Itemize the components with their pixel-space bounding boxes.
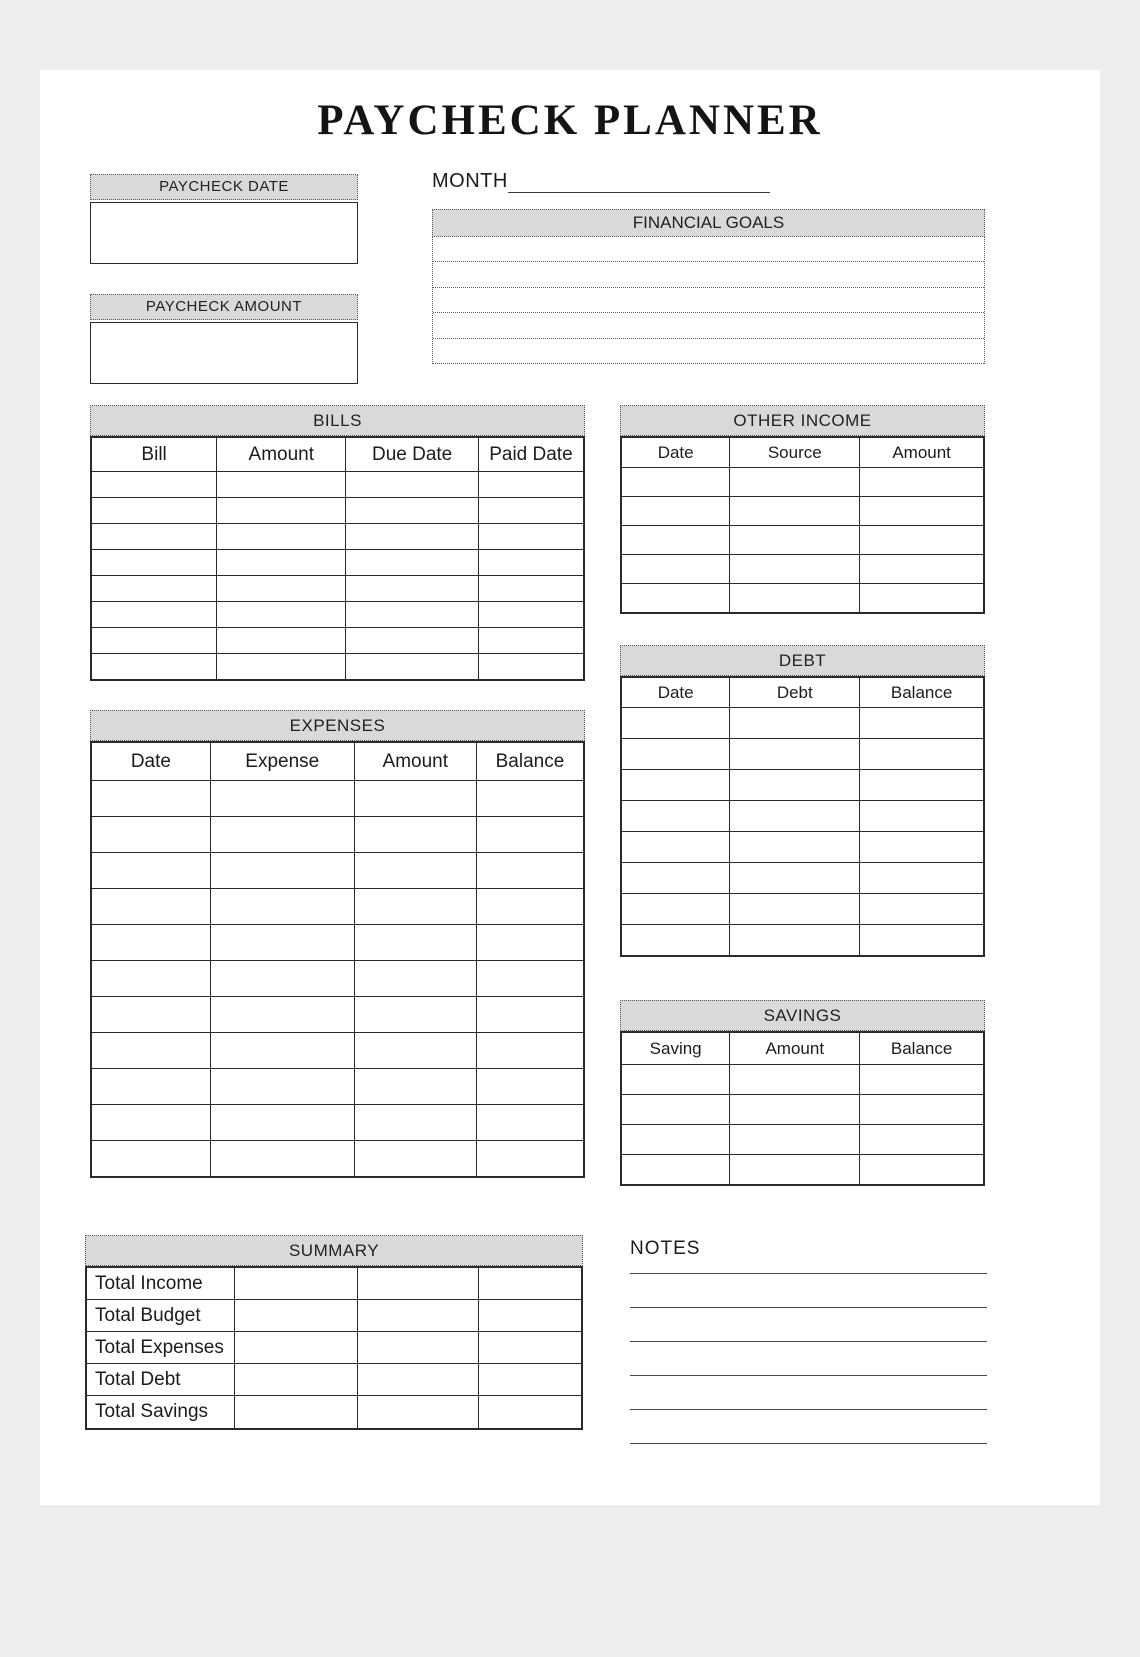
- summary-row-label: Total Savings: [87, 1396, 235, 1428]
- empty-table-row: [92, 654, 583, 679]
- empty-cell: [211, 817, 355, 852]
- empty-cell: [860, 739, 983, 769]
- empty-table-row: [622, 1155, 983, 1184]
- empty-cell: [860, 584, 983, 612]
- empty-cell: [211, 961, 355, 996]
- empty-cell: [479, 602, 583, 627]
- empty-cell: [622, 584, 730, 612]
- empty-cell: [92, 1033, 211, 1068]
- empty-table-row: [622, 468, 983, 497]
- paycheck-amount-field: [90, 322, 358, 384]
- empty-cell: [358, 1300, 480, 1331]
- column-header-balance: Balance: [495, 751, 565, 772]
- empty-cell: [730, 584, 860, 612]
- page-title: PAYCHECK PLANNER: [317, 97, 823, 144]
- empty-table-row: [622, 801, 983, 832]
- empty-table-row: [622, 497, 983, 526]
- expenses-rows: [92, 781, 583, 1176]
- empty-cell: [92, 997, 211, 1032]
- empty-table-row: [92, 853, 583, 889]
- goal-line: [433, 288, 984, 313]
- bills-header: BILLS: [90, 405, 585, 436]
- paycheck-date-section: [90, 174, 358, 264]
- empty-cell: [477, 853, 583, 888]
- empty-table-row: [92, 576, 583, 602]
- empty-table-row: [622, 863, 983, 894]
- empty-cell: [730, 1125, 860, 1154]
- savings-grid: [620, 1031, 985, 1186]
- empty-cell: [479, 1332, 581, 1363]
- empty-cell: [730, 894, 860, 924]
- empty-cell: [860, 1065, 983, 1094]
- empty-table-row: [92, 498, 583, 524]
- other-income-table: [620, 405, 985, 614]
- other-income-grid: [620, 436, 985, 614]
- empty-cell: [355, 1069, 477, 1104]
- column-header-amount: Amount: [892, 443, 951, 462]
- empty-table-row: [622, 1095, 983, 1125]
- empty-table-row: [92, 781, 583, 817]
- empty-cell: [860, 801, 983, 831]
- note-line: [630, 1274, 987, 1308]
- goal-line: [433, 262, 984, 287]
- empty-cell: [355, 781, 477, 816]
- empty-cell: [730, 1155, 860, 1184]
- expenses-column-headers: [92, 743, 583, 781]
- empty-cell: [217, 628, 346, 653]
- note-line: [630, 1342, 987, 1376]
- empty-table-row: [622, 584, 983, 612]
- empty-cell: [622, 526, 730, 554]
- empty-cell: [217, 550, 346, 575]
- empty-cell: [860, 526, 983, 554]
- summary-row: [87, 1364, 581, 1396]
- empty-cell: [730, 863, 860, 893]
- empty-cell: [92, 550, 217, 575]
- empty-cell: [479, 1300, 581, 1331]
- empty-cell: [477, 817, 583, 852]
- empty-cell: [355, 997, 477, 1032]
- empty-cell: [860, 863, 983, 893]
- expenses-table: [90, 710, 585, 1178]
- summary-row: [87, 1332, 581, 1364]
- empty-cell: [860, 894, 983, 924]
- empty-cell: [622, 1095, 730, 1124]
- empty-cell: [346, 628, 479, 653]
- financial-goals-section: [432, 209, 985, 364]
- empty-table-row: [622, 555, 983, 584]
- empty-cell: [477, 1069, 583, 1104]
- empty-cell: [860, 832, 983, 862]
- empty-cell: [211, 853, 355, 888]
- empty-cell: [346, 550, 479, 575]
- month-label: MONTH: [432, 170, 508, 192]
- month-field: [432, 170, 770, 193]
- column-header-expense: Expense: [211, 743, 355, 780]
- other-income-header: OTHER INCOME: [620, 405, 985, 436]
- empty-table-row: [92, 602, 583, 628]
- bills-column-headers: [92, 438, 583, 472]
- empty-cell: [355, 889, 477, 924]
- empty-cell: [235, 1332, 358, 1363]
- month-underline: [508, 171, 770, 193]
- savings-column-headers: [622, 1033, 983, 1065]
- empty-cell: [346, 472, 479, 497]
- empty-cell: [211, 889, 355, 924]
- empty-cell: [477, 781, 583, 816]
- empty-cell: [730, 739, 860, 769]
- empty-cell: [217, 654, 346, 679]
- empty-cell: [860, 770, 983, 800]
- empty-cell: [92, 524, 217, 549]
- empty-cell: [622, 555, 730, 583]
- empty-cell: [92, 1141, 211, 1176]
- empty-cell: [730, 925, 860, 955]
- empty-cell: [92, 781, 211, 816]
- empty-cell: [479, 1364, 581, 1395]
- empty-cell: [92, 654, 217, 679]
- empty-table-row: [92, 1069, 583, 1105]
- empty-cell: [730, 801, 860, 831]
- empty-cell: [217, 576, 346, 601]
- summary-row: [87, 1396, 581, 1428]
- paycheck-amount-header: PAYCHECK AMOUNT: [90, 294, 358, 320]
- empty-cell: [622, 468, 730, 496]
- notes-section: [630, 1238, 987, 1444]
- empty-cell: [477, 1141, 583, 1176]
- empty-cell: [92, 602, 217, 627]
- empty-table-row: [622, 1065, 983, 1095]
- empty-cell: [355, 961, 477, 996]
- empty-cell: [479, 1396, 581, 1428]
- empty-cell: [358, 1396, 480, 1428]
- empty-table-row: [622, 1125, 983, 1155]
- empty-cell: [479, 498, 583, 523]
- empty-cell: [477, 1033, 583, 1068]
- column-header-amount: Amount: [217, 438, 346, 471]
- column-header-source: Source: [730, 438, 860, 467]
- empty-cell: [622, 1155, 730, 1184]
- empty-cell: [92, 853, 211, 888]
- empty-cell: [622, 863, 730, 893]
- other-income-column-headers: [622, 438, 983, 468]
- empty-cell: [860, 1125, 983, 1154]
- summary-row-label: Total Budget: [87, 1300, 235, 1331]
- empty-cell: [211, 1069, 355, 1104]
- expenses-grid: [90, 741, 585, 1178]
- empty-cell: [730, 708, 860, 738]
- empty-cell: [730, 1095, 860, 1124]
- empty-table-row: [92, 889, 583, 925]
- empty-cell: [346, 498, 479, 523]
- empty-cell: [479, 550, 583, 575]
- empty-table-row: [622, 739, 983, 770]
- empty-table-row: [92, 524, 583, 550]
- empty-cell: [92, 1105, 211, 1140]
- empty-cell: [622, 801, 730, 831]
- debt-column-headers: [622, 678, 983, 708]
- empty-cell: [358, 1332, 480, 1363]
- column-header-debt: Debt: [730, 678, 860, 707]
- empty-cell: [622, 497, 730, 525]
- empty-table-row: [622, 526, 983, 555]
- empty-cell: [211, 1033, 355, 1068]
- debt-header: DEBT: [620, 645, 985, 676]
- empty-table-row: [92, 550, 583, 576]
- empty-table-row: [622, 894, 983, 925]
- summary-row-label: Total Expenses: [87, 1332, 235, 1363]
- bills-rows: [92, 472, 583, 679]
- empty-cell: [211, 781, 355, 816]
- savings-header: SAVINGS: [620, 1000, 985, 1031]
- empty-cell: [622, 770, 730, 800]
- empty-cell: [235, 1364, 358, 1395]
- empty-cell: [860, 468, 983, 496]
- empty-cell: [479, 524, 583, 549]
- empty-cell: [92, 889, 211, 924]
- note-line: [630, 1260, 987, 1274]
- empty-cell: [622, 1065, 730, 1094]
- empty-cell: [477, 1105, 583, 1140]
- paycheck-amount-section: [90, 294, 358, 384]
- empty-cell: [730, 555, 860, 583]
- empty-cell: [355, 817, 477, 852]
- empty-cell: [860, 497, 983, 525]
- empty-cell: [235, 1300, 358, 1331]
- empty-cell: [217, 472, 346, 497]
- bills-table: [90, 405, 585, 681]
- empty-table-row: [92, 1033, 583, 1069]
- empty-cell: [479, 576, 583, 601]
- savings-rows: [622, 1065, 983, 1184]
- empty-cell: [211, 1105, 355, 1140]
- note-line: [630, 1410, 987, 1444]
- column-header-date: Date: [622, 678, 730, 707]
- empty-cell: [477, 889, 583, 924]
- empty-cell: [92, 576, 217, 601]
- empty-cell: [355, 853, 477, 888]
- empty-cell: [92, 817, 211, 852]
- empty-table-row: [92, 1141, 583, 1176]
- empty-cell: [346, 524, 479, 549]
- empty-cell: [730, 770, 860, 800]
- empty-cell: [346, 654, 479, 679]
- empty-cell: [860, 1095, 983, 1124]
- other-income-rows: [622, 468, 983, 612]
- column-header-date: Date: [92, 743, 211, 780]
- debt-table: [620, 645, 985, 957]
- summary-rows: [85, 1266, 583, 1430]
- empty-table-row: [92, 997, 583, 1033]
- planner-page: [40, 70, 1100, 1505]
- empty-cell: [477, 997, 583, 1032]
- column-header-amount: Amount: [355, 743, 477, 780]
- empty-cell: [622, 894, 730, 924]
- empty-table-row: [92, 1105, 583, 1141]
- empty-cell: [479, 1268, 581, 1299]
- empty-cell: [211, 997, 355, 1032]
- summary-table: [85, 1235, 583, 1430]
- empty-cell: [479, 472, 583, 497]
- financial-goals-header: FINANCIAL GOALS: [432, 209, 985, 237]
- savings-table: [620, 1000, 985, 1186]
- empty-cell: [235, 1268, 358, 1299]
- empty-cell: [346, 576, 479, 601]
- debt-grid: [620, 676, 985, 957]
- empty-table-row: [92, 628, 583, 654]
- empty-cell: [358, 1364, 480, 1395]
- goal-line: [433, 237, 984, 262]
- empty-cell: [622, 708, 730, 738]
- empty-cell: [211, 925, 355, 960]
- financial-goals-lines: [432, 237, 985, 364]
- empty-cell: [860, 708, 983, 738]
- column-header-balance: Balance: [890, 1039, 953, 1058]
- goal-line: [433, 339, 984, 364]
- empty-table-row: [92, 925, 583, 961]
- empty-cell: [730, 832, 860, 862]
- expenses-header: EXPENSES: [90, 710, 585, 741]
- empty-cell: [217, 524, 346, 549]
- column-header-due-date: Due Date: [346, 438, 479, 471]
- empty-cell: [479, 628, 583, 653]
- empty-cell: [730, 497, 860, 525]
- empty-cell: [92, 961, 211, 996]
- column-header-date: Date: [622, 438, 730, 467]
- column-header-saving: Saving: [622, 1033, 730, 1064]
- empty-cell: [92, 498, 217, 523]
- empty-cell: [622, 1125, 730, 1154]
- empty-table-row: [92, 817, 583, 853]
- empty-cell: [92, 472, 217, 497]
- empty-cell: [92, 1069, 211, 1104]
- empty-cell: [477, 961, 583, 996]
- empty-table-row: [622, 708, 983, 739]
- empty-cell: [235, 1396, 358, 1428]
- column-header-paid-date: Paid Date: [489, 444, 573, 465]
- summary-row-label: Total Income: [87, 1268, 235, 1299]
- empty-table-row: [622, 832, 983, 863]
- empty-cell: [211, 1141, 355, 1176]
- column-header-amount: Amount: [730, 1033, 860, 1064]
- empty-cell: [92, 628, 217, 653]
- empty-cell: [622, 832, 730, 862]
- summary-row-label: Total Debt: [87, 1364, 235, 1395]
- column-header-bill: Bill: [92, 438, 217, 471]
- summary-row: [87, 1300, 581, 1332]
- debt-rows: [622, 708, 983, 955]
- empty-cell: [358, 1268, 480, 1299]
- empty-cell: [730, 1065, 860, 1094]
- empty-cell: [355, 1141, 477, 1176]
- empty-cell: [92, 925, 211, 960]
- empty-cell: [730, 468, 860, 496]
- empty-cell: [346, 602, 479, 627]
- notes-header: NOTES: [630, 1238, 701, 1259]
- paycheck-date-field: [90, 202, 358, 264]
- paycheck-date-header: PAYCHECK DATE: [90, 174, 358, 200]
- empty-cell: [479, 654, 583, 679]
- empty-cell: [477, 925, 583, 960]
- empty-cell: [860, 555, 983, 583]
- empty-cell: [355, 925, 477, 960]
- empty-table-row: [622, 925, 983, 955]
- note-line: [630, 1376, 987, 1410]
- goal-line: [433, 313, 984, 338]
- empty-table-row: [622, 770, 983, 801]
- summary-row: [87, 1268, 581, 1300]
- empty-table-row: [92, 961, 583, 997]
- empty-cell: [217, 602, 346, 627]
- empty-cell: [860, 1155, 983, 1184]
- bills-grid: [90, 436, 585, 681]
- empty-cell: [730, 526, 860, 554]
- summary-header: SUMMARY: [85, 1235, 583, 1266]
- column-header-balance: Balance: [890, 683, 953, 702]
- empty-cell: [860, 925, 983, 955]
- empty-table-row: [92, 472, 583, 498]
- notes-lines: [630, 1260, 987, 1444]
- empty-cell: [355, 1033, 477, 1068]
- empty-cell: [622, 739, 730, 769]
- empty-cell: [622, 925, 730, 955]
- note-line: [630, 1308, 987, 1342]
- empty-cell: [355, 1105, 477, 1140]
- empty-cell: [217, 498, 346, 523]
